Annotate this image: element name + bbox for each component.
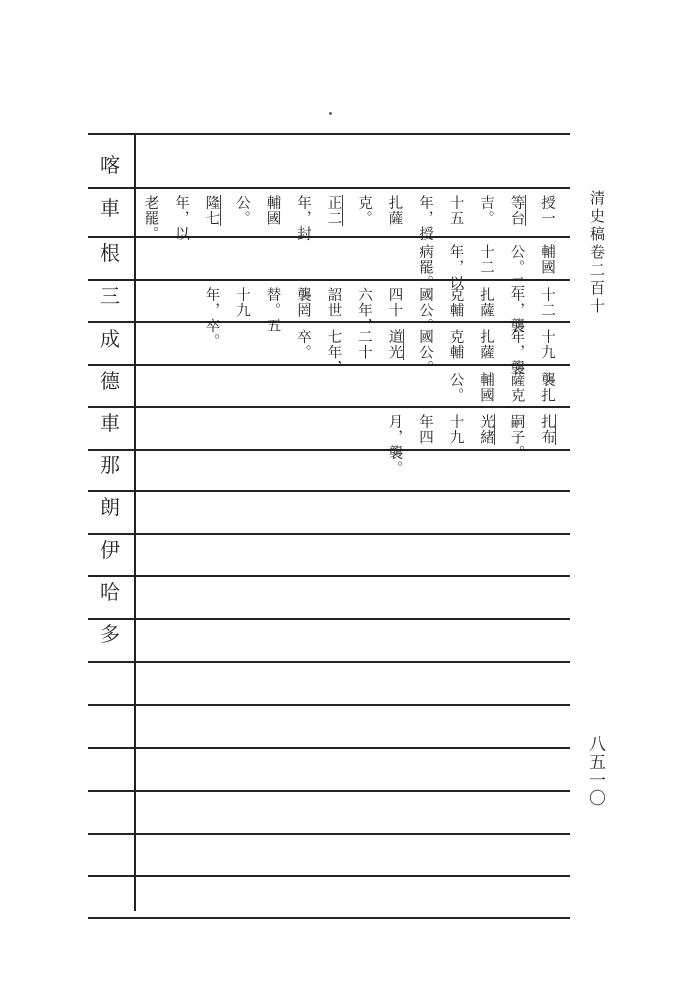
table-row bbox=[140, 141, 572, 187]
row-label: 喀 bbox=[100, 153, 120, 177]
text-column: 吉。 bbox=[478, 195, 494, 226]
text-column: 年，襲 bbox=[508, 329, 525, 376]
row-label: 成 bbox=[100, 327, 120, 351]
text-column: 十二 bbox=[539, 287, 555, 318]
table-row bbox=[140, 244, 572, 291]
text-column: 隆七 bbox=[203, 195, 220, 226]
text-column: 正二 bbox=[325, 195, 342, 226]
row-label: 根 bbox=[100, 241, 120, 265]
row-rule bbox=[88, 917, 570, 919]
text-column: 十五 bbox=[447, 195, 464, 226]
text-column: 克。 bbox=[356, 195, 372, 226]
text-column: 授一 bbox=[539, 195, 555, 226]
label-column-rule bbox=[134, 133, 136, 911]
row-rule bbox=[88, 187, 570, 189]
table-row bbox=[140, 329, 572, 376]
text-column: 年，卒。 bbox=[203, 287, 220, 349]
text-column: 輔國 bbox=[539, 244, 555, 275]
page-number: 八五一〇 bbox=[585, 735, 605, 807]
text-column: 輔國 bbox=[264, 195, 281, 226]
text-column: 扎薩 bbox=[478, 329, 494, 360]
text-column: 扎薩 bbox=[478, 287, 494, 318]
text-column: 克輔 bbox=[447, 287, 464, 318]
text-column: 老罷。 bbox=[142, 195, 159, 242]
row-rule bbox=[88, 747, 570, 749]
text-column: 年，授 bbox=[417, 195, 433, 242]
text-column: 卒。 bbox=[295, 329, 311, 360]
text-column: 公。 bbox=[447, 372, 464, 403]
row-rule bbox=[88, 279, 570, 281]
text-column: 四十 bbox=[386, 287, 403, 318]
text-column: 年，封 bbox=[295, 195, 311, 242]
ink-dot bbox=[329, 112, 332, 115]
text-column: 道光 bbox=[386, 329, 403, 360]
text-column: 二十 bbox=[356, 329, 372, 360]
text-column: 詔世 bbox=[325, 287, 342, 318]
table-row bbox=[140, 541, 572, 575]
text-column: 十九 bbox=[539, 329, 555, 360]
text-column: 年，襲 bbox=[508, 287, 525, 334]
text-column: 七年， bbox=[325, 329, 342, 376]
table-row bbox=[140, 626, 572, 661]
text-column: 病罷。 bbox=[417, 244, 433, 291]
row-rule bbox=[88, 321, 570, 323]
row-label: 德 bbox=[100, 369, 120, 393]
row-rule bbox=[88, 833, 570, 835]
text-column: 嗣子。 bbox=[508, 414, 525, 461]
text-column: 襲罔 bbox=[295, 287, 311, 318]
row-label: 那 bbox=[100, 453, 120, 477]
table-row bbox=[140, 457, 572, 490]
row-label: 多 bbox=[100, 622, 120, 646]
row-rule bbox=[88, 490, 570, 492]
table-row bbox=[140, 498, 572, 533]
text-column: 年四 bbox=[417, 414, 433, 445]
text-column: 克輔 bbox=[447, 329, 464, 360]
row-rule bbox=[88, 704, 570, 706]
volume-title: 清史稿卷二百十 bbox=[588, 190, 606, 316]
table-row bbox=[140, 372, 572, 406]
row-label: 三 bbox=[100, 284, 120, 308]
row-label: 哈 bbox=[100, 580, 120, 604]
table-row bbox=[140, 414, 572, 476]
row-label: 車 bbox=[100, 411, 120, 435]
text-column: 襲扎 bbox=[539, 372, 555, 403]
text-column: 十二 bbox=[478, 244, 494, 275]
text-column: 國公。 bbox=[417, 329, 433, 376]
text-column: 公。 bbox=[234, 195, 250, 226]
text-column: 十九 bbox=[234, 287, 250, 318]
row-rule bbox=[88, 133, 570, 135]
row-label: 伊 bbox=[100, 538, 120, 562]
row-rule bbox=[88, 449, 570, 451]
text-column: 輔國 bbox=[478, 372, 494, 403]
row-rule bbox=[88, 618, 570, 620]
row-rule bbox=[88, 533, 570, 535]
row-rule bbox=[88, 236, 570, 238]
text-column: 公。二 bbox=[508, 244, 525, 291]
text-column: 等台 bbox=[508, 195, 525, 226]
row-rule bbox=[88, 575, 570, 577]
row-rule bbox=[88, 790, 570, 792]
text-column: 月，襲。 bbox=[386, 414, 403, 476]
row-label: 朗 bbox=[100, 495, 120, 519]
text-column: 六年， bbox=[356, 287, 372, 334]
text-column: 年，以 bbox=[173, 195, 189, 242]
text-column: 扎布 bbox=[539, 414, 555, 445]
text-column: 十九 bbox=[447, 414, 464, 445]
text-column: 光緒 bbox=[478, 414, 494, 445]
row-rule bbox=[88, 875, 570, 877]
text-column: 年，以 bbox=[447, 244, 464, 291]
table-row bbox=[140, 583, 572, 618]
text-column: 薩克 bbox=[508, 372, 525, 403]
row-rule bbox=[88, 406, 570, 408]
text-column: 替。五 bbox=[264, 287, 281, 334]
text-column: 扎薩 bbox=[386, 195, 403, 226]
text-column: 國公。 bbox=[417, 287, 433, 334]
row-rule bbox=[88, 661, 570, 663]
table-row bbox=[140, 195, 572, 242]
row-label: 車 bbox=[100, 196, 120, 220]
